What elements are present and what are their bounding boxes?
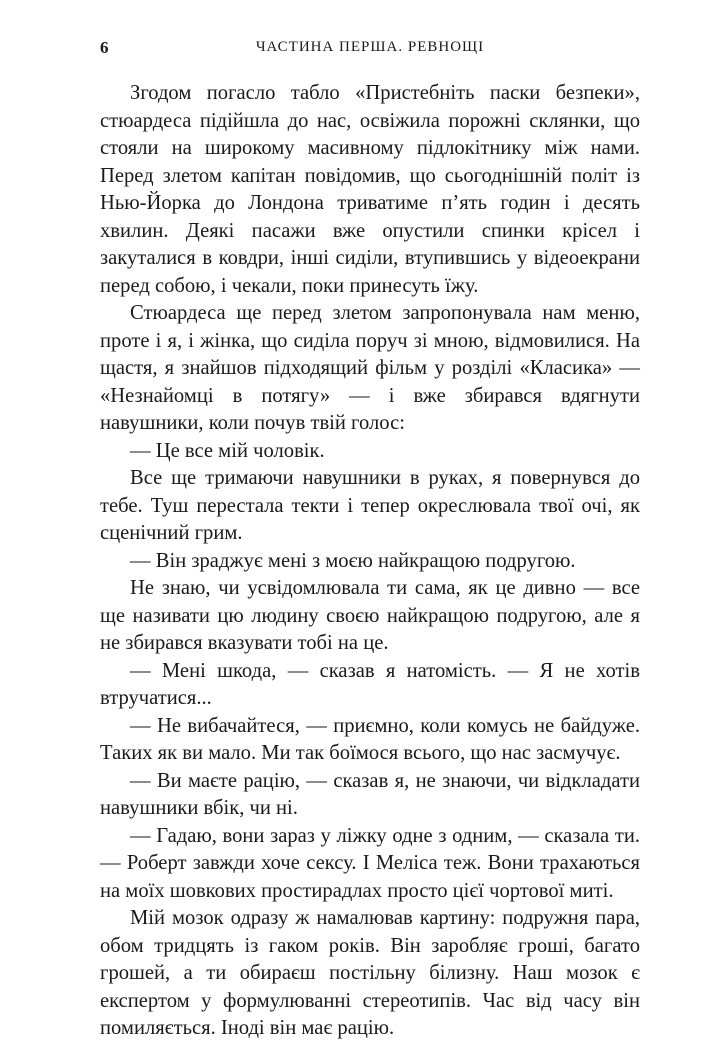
page-number: 6 — [100, 38, 109, 57]
paragraph: Стюардеса ще перед злетом запропонувала нам меню, проте і я, і жінка, що сиділа поруч зі мною, відмовилися. На щастя, я знайшов підходящий фільм у розділі «Класика» — «Незнайомці в потягу» — і вже збирався вдягнути навушники, коли почув твій голос: — [100, 302, 640, 434]
paragraph: Мій мозок одразу ж намалював картину: подружня пара, обом тридцять із гаком років. Він заробляє гроші, багато грошей, а ти обираєш постільну білизну. Наш мозок є експертом у формулюванні стереотипів. Час від часу він помиляється. Іноді він має рацію. — [100, 907, 640, 1039]
paragraph: Не знаю, чи усвідомлювала ти сама, як це дивно — все ще називати цю людину своєю найкращою подругою, але я не збирався вказувати тобі на це. — [100, 577, 640, 654]
paragraph: Все ще тримаючи навушники в руках, я повернувся до тебе. Туш перестала текти і тепер окреслювала твої очі, як сценічний грим. — [100, 467, 640, 544]
paragraph: — Це все мій чоловік. — [130, 439, 325, 462]
paragraph: — Не вибачайтеся, — приємно, коли комусь не байдуже. Таких як ви мало. Ми так боїмося всього, що нас засмучує. — [100, 714, 640, 764]
paragraph: — Мені шкода, — сказав я натомість. — Я не хотів втручатися... — [100, 659, 640, 709]
paragraph: Згодом погасло табло «Пристебніть паски безпеки», стюардеса підійшла до нас, освіжила порожні склянки, що стояли на широкому масивному підлокітнику між нами. Перед злетом капітан повідомив, що сьогоднішній політ із Нью-Йорка до Лондона триватиме п’ять годин і десять хвилин. Деякі пасажи вже опустили спинки крісел і закуталися в ковдри, інші сиділи, втупившись у відеоекрани перед собою, і чекали, поки принесуть їжу. — [100, 82, 640, 297]
paragraph: — Він зраджує мені з моєю найкращою подругою. — [130, 549, 576, 572]
running-title: ЧАСТИНА ПЕРША. РЕВНОЩІ — [255, 39, 485, 55]
paragraph: — Ви маєте рацію, — сказав я, не знаючи, чи відкладати навушники вбік, чи ні. — [100, 769, 640, 819]
page-header — [100, 38, 640, 62]
body-text — [100, 80, 640, 1043]
paragraph: — Гадаю, вони зараз у ліжку одне з одним, — сказала ти.— Роберт завжди хоче сексу. І Меліса теж. Вони трахаються на моїх шовкових простирадлах просто цієї чортової миті. — [100, 824, 640, 902]
